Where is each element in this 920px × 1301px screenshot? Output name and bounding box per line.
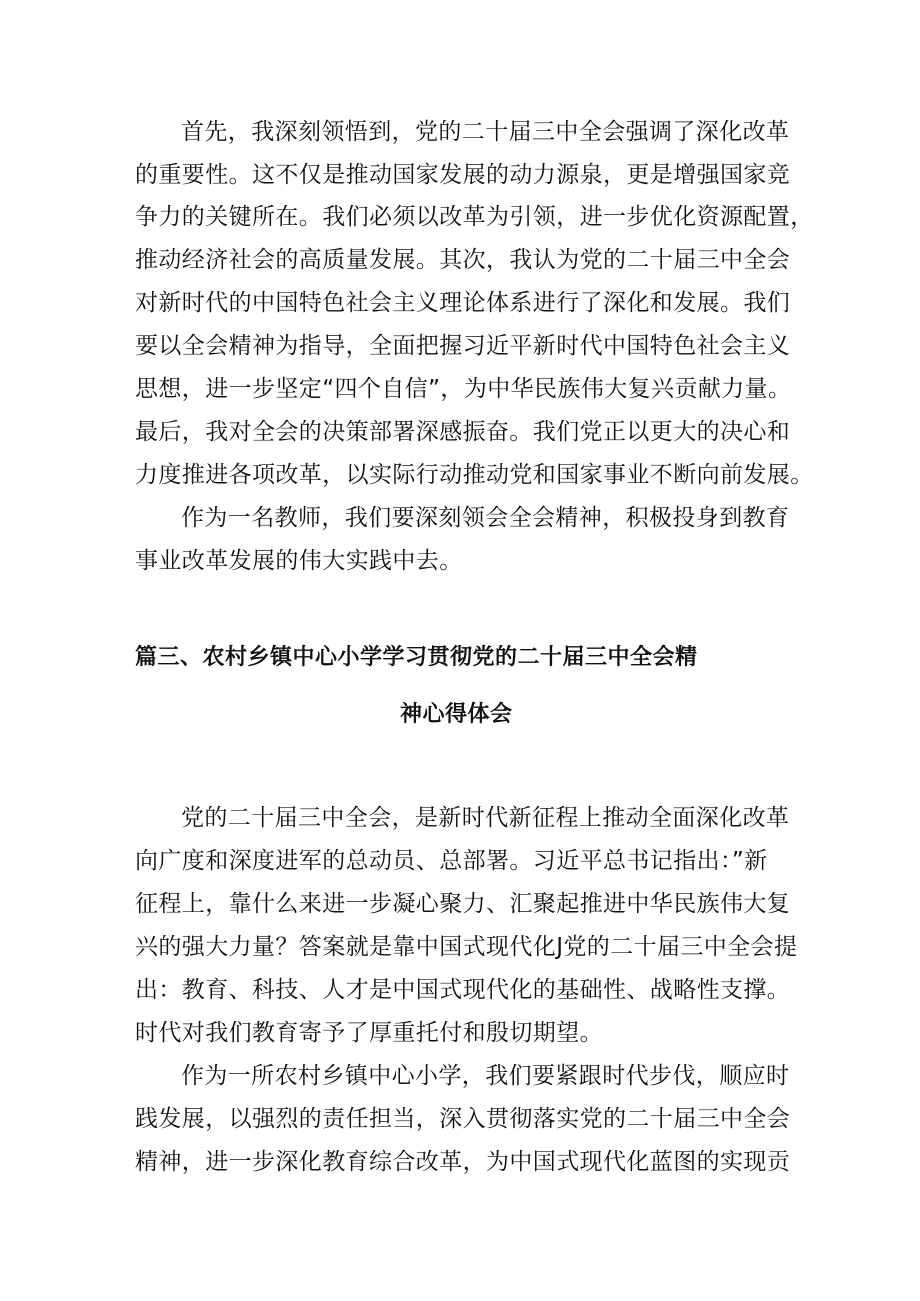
paragraph-line: 对新时代的中国特色社会主义理论体系进行了深化和发展。我们: [135, 290, 791, 316]
section-heading-line-1: 篇三、农村乡镇中心小学学习贯彻党的二十届三中全会精: [135, 645, 698, 670]
paragraph-line: 争力的关键所在。我们必须以改革为引领，进一步优化资源配置，: [135, 204, 814, 230]
paragraph-line: 力度推进各项改革，以实际行动推动党和国家事业不断向前发展。: [135, 462, 814, 488]
paragraph-line: 最后，我对全会的决策部署深感振奋。我们党正以更大的决心和: [135, 419, 791, 445]
paragraph-line: 出：教育、科技、人才是中国式现代化的基础性、战略性支撑。: [135, 977, 791, 1003]
paragraph-line: 思想，进一步坚定“四个自信”，为中华民族伟大复兴贡献力量。: [135, 376, 792, 402]
paragraph-line: 向广度和深度进军的总动员、总部署。习近平总书记指出：”新: [135, 848, 768, 874]
paragraph-line: 精神，进一步深化教育综合改革，为中国式现代化蓝图的实现贡: [135, 1149, 791, 1175]
paragraph-line: 时代对我们教育寄予了厚重托付和殷切期望。: [135, 1020, 603, 1046]
paragraph-line: 兴的强大力量？答案就是靠中国式现代化J党的二十届三中全会提: [135, 934, 798, 960]
paragraph-line: 首先，我深刻领悟到，党的二十届三中全会强调了深化改革: [181, 119, 790, 145]
paragraph-line: 征程上，靠什么来进一步凝心聚力、汇聚起推进中华民族伟大复: [135, 891, 791, 917]
paragraph-line: 践发展，以强烈的责任担当，深入贯彻落实党的二十届三中全会: [135, 1106, 791, 1132]
paragraph-line: 推动经济社会的高质量发展。其次，我认为党的二十届三中全会: [135, 247, 791, 273]
paragraph-line: 要以全会精神为指导，全面把握习近平新时代中国特色社会主义: [135, 333, 791, 359]
paragraph-line: 事业改革发展的伟大实践中去。: [135, 548, 463, 574]
paragraph-line: 党的二十届三中全会，是新时代新征程上推动全面深化改革: [181, 805, 790, 831]
paragraph-line: 作为一名教师，我们要深刻领会全会精神，积极投身到教育: [181, 505, 790, 531]
paragraph-line: 的重要性。这不仅是推动国家发展的动力源泉，更是增强国家竞: [135, 162, 791, 188]
section-heading-line-2: 神心得体会: [400, 702, 513, 727]
paragraph-line: 作为一所农村乡镇中心小学，我们要紧跟时代步伐，顺应时: [181, 1063, 790, 1089]
